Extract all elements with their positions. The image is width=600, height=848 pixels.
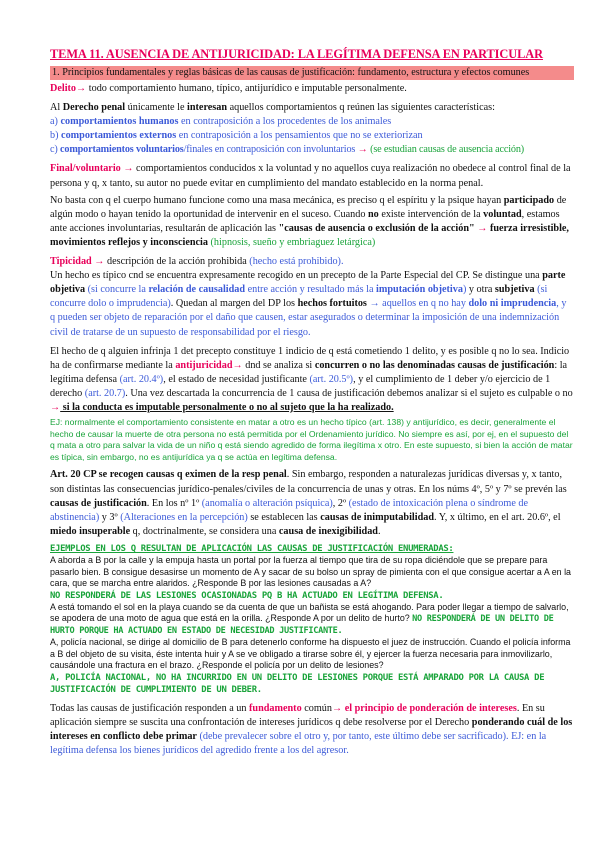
paragraph-tipicidad: Tipicidad → descripción de la acción prohibida (hecho está prohibido).: [50, 256, 344, 268]
example-paragraph: EJ: normalmente el comportamiento consistente en matar a otro es un hecho típico (art. 138) y antijurídico, es decir, generalmente el hecho de causar la muerte de otra persona no está permitida por el Ordenamiento jurídico. No siempre es así, por ej, en el supuesto del q mata a otro para salvar la vida de un niño q está siendo agredido de forma ilegítima x otro. En este supuesto, si bien la acción de matar es típica, sin embargo, no es antijurídica ya q se actúa en legítima defensa.: [50, 417, 573, 462]
example-2: A está tomando el sol en la playa cuando se da cuenta de que un bañista se está ahogando. Para poder llegar a tiempo de salvarlo, se apodera de una moto de agua que está en la orilla. ¿Responde A por un delito de hurto? NO RESPONDERÁ DE UN DELITO DE HURTO PORQUE HA ACTUADO EN ESTADO DE NECESIDAD JUSTIFICANTE.: [50, 601, 569, 637]
paragraph-hecho-tipico: Un hecho es típico cnd se encuentra expresamente recogido en un precepto de la Parte Especial del CP. Se distingue una parte objetiva (si concurre la relación de causalidad entre acción y resultado más la imputación objetiva) y otra subjetiva (si concurre dolo o imprudencia). Quedan al margen del DP los hechos fortuitos → aquellos en q no hay dolo ni imprudencia, y q pueden ser objeto de reparación por el daño que causen, estar asegurados o determinar la imposición de una indemnización civil de tratarse de un supuesto de responsabilidad por el riesgo.: [50, 270, 567, 338]
paragraph-derecho-penal: Al Derecho penal únicamente le interesan aquellos comportamientos q reúnen las siguientes características:: [50, 102, 495, 114]
list-item: c) comportamientos voluntarios/finales en contraposición con involuntarios → (se estudian causas de ausencia acción): [50, 144, 525, 156]
examples-heading: EJEMPLOS EN LOS Q RESULTAN DE APLICACIÓN LAS CAUSAS DE JUSTIFICACIÓN ENUMERADAS:: [50, 543, 454, 554]
page-title: TEMA 11. AUSENCIA DE ANTIJURICIDAD: LA LEGÍTIMA DEFENSA EN PARTICULAR: [50, 47, 543, 61]
section-heading-highlighted: 1. Principios fundamentales y reglas básicas de las causas de justificación: fundamento, estructura y efectos comunes: [50, 66, 574, 80]
example-3-answer: A, POLICÍA NACIONAL, NO HA INCURRIDO EN UN DELITO DE LESIONES PORQUE ESTÁ AMPARADO POR LA CAUSA DE JUSTIFICACIÓN DE CUMPLIMIENTO DE UN DEBER.: [50, 673, 545, 696]
list-item: b) comportamientos externos en contraposición a los pensamientos que no se exteriorizan: [50, 130, 423, 142]
paragraph-delito: Delito→ todo comportamiento humano, típico, antijurídico e imputable personalmente.: [50, 83, 407, 94]
paragraph-final-voluntario: Final/voluntario → comportamientos conducidos x la voluntad y no aquellos cuya realización no obedece al control final de la persona y q, x tanto, su autor no puede evitar en cumplimiento del mandato establecido en la norma penal.: [50, 163, 571, 189]
term-delito: Delito: [50, 83, 77, 94]
arrow-glyph: →: [76, 83, 87, 94]
paragraph-fundamento: Todas las causas de justificación responden a un fundamento común→ el principio de ponderación de intereses. En su aplicación siempre se suscita una confrontación de intereses jurídicos q debe resolverse por el Derecho ponderando cuál de los intereses en conflicto debe primar (debe prevalecer sobre el otro y, por tanto, este último debe ser sacrificado). EJ: en la legítima defensa los bienes jurídicos del agredido frente a los del agresor.: [50, 703, 573, 757]
example-1-answer: NO RESPONDERÁ DE LAS LESIONES OCASIONADAS PQ B HA ACTUADO EN LEGÍTIMA DEFENSA.: [50, 590, 444, 601]
list-item: a) comportamientos humanos en contraposición a los procedentes de los animales: [50, 116, 392, 128]
paragraph-art20: Art. 20 CP se recogen causas q eximen de la resp penal. Sin embargo, responden a naturalezas jurídicas diversas y, x tanto, son distintas las consecuencias jurídico-penales/civiles de la concurrencia de unas y otras. En los núms 4º, 5º y 7º se prevén las causas de justificación. En los nº 1º (anomalía o alteración psíquica), 2º (estado de intoxicación plena o síndrome de abstinencia) y 3º (Alteraciones en la percepción) se establecen las causas de inimputabilidad. Y, x último, en el art. 20.6º, el miedo insuperable q, doctrinalmente, se considera una causa de inexigibilidad.: [50, 469, 567, 537]
example-1: A aborda a B por la calle y la empuja hasta un portal por la fuerza al tiempo que tira de su ropa diciéndole que se prepare para pasarlo bien. B consigue desasirse un momento de A y sacar de su bolso un spray de pimienta con el que consigue acertar a A en la cara, que se marcha entre alaridos. ¿Responde B por las lesiones causadas a A?: [50, 554, 571, 589]
paragraph-voluntad: No basta con q el cuerpo humano funcione como una masa mecánica, es preciso q el espíritu y la psique hayan participado de algún modo o hayan tenido la oportunidad de intervenir en el suceso. Cuando no existe intervención de la voluntad, estamos ante acciones involuntarias, resultarán de aplicación las "causas de ausencia o exclusión de la acción" → fuerza irresistible, movimientos reflejos y inconsciencia (hipnosis, sueño y embriaguez letárgica): [50, 194, 569, 248]
paragraph-antijuricidad: El hecho de q alguien infrinja 1 det precepto constituye 1 indicio de q está cometiendo 1 delito, y es posible q no lo sea. Indicio ha de confirmarse mediante la antijuricidad→ dnd se analiza si concurren o no las denominadas causas de justificación: la legítima defensa (art. 20.4º), el estado de necesidad justificante (art. 20.5º), y el cumplimiento de 1 deber y/o ejercicio de 1 derecho (art. 20.7). Una vez descartada la concurrencia de 1 causa de justificación debemos analizar si el sujeto es culpable o no → si la conducta es imputable personalmente o no al sujeto que la ha realizado.: [50, 345, 573, 413]
example-3: A, policía nacional, se dirige al domicilio de B para detenerlo conforme ha dispuesto el juez de instrucción. Cuando el policía informa a B del objeto de su visita, éste intenta huir y A se ve obligado a tirarse sobre él, y ejercer la fuerza necesaria para inmovilizarlo, causándole una fractura en el brazo. ¿Responde el policía por un delito de lesiones?: [50, 637, 571, 671]
